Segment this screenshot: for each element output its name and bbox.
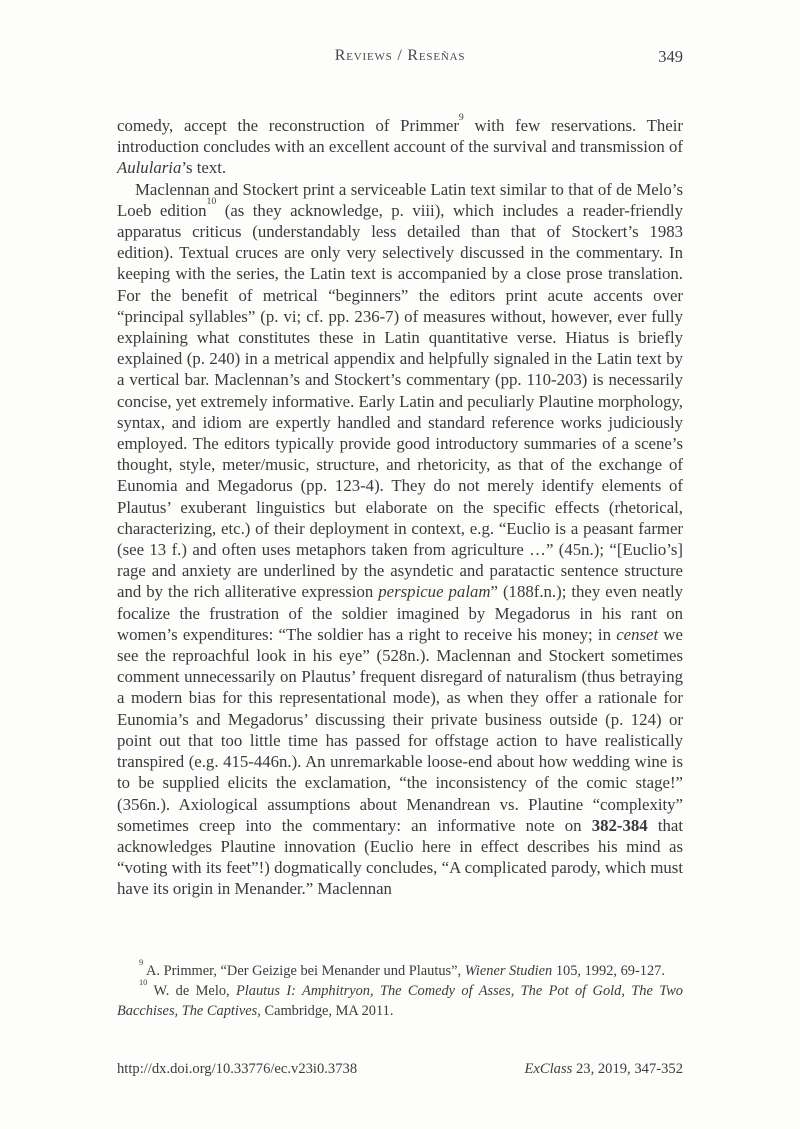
review-body-text — [117, 111, 684, 900]
page-number: 349 — [658, 47, 683, 66]
page-header — [117, 47, 683, 67]
page-footer — [117, 1061, 683, 1078]
running-head: Reviews / Reseñas — [334, 47, 466, 64]
doi-text: http://dx.doi.org/10.33776/ec.v23i0.3738 — [117, 1061, 358, 1077]
footnote-10: $^{10}$ W. de Melo, Plautus I: Amphitryon, The Comedy of Asses, The Pot of Gold, The Two Bacchises, The Captives, Cambridge, MA 2011. — [117, 977, 683, 1019]
footnote-9: $^9$ A. Primmer, “Der Geizige bei Menander und Plautus”, Wiener Studien 105, 1992, 69-127. — [139, 958, 665, 979]
journal-citation: ExClass 23, 2019, 347-352 — [524, 1061, 683, 1077]
paragraph-2: Maclennan and Stockert print a serviceable Latin text similar to that of de Melo’s Loeb edition$^{10}$ (as they acknowledge, p. viii), which includes a reader-friendly apparatus criticus (understandably less detailed than that of Stockert’s 1983 edition). Textual cruces are only very selectively discussed in the commentary. In keeping with the series, the Latin text is accompanied by a close prose translation. For the benefit of metrical “beginners” the editors print acute accents over “principal syllables” (p. vi; cf. pp. 236-7) of measures without, however, ever fully explaining what constitutes these in Latin quantitative verse. Hiatus is briefly explained (p. 240) in a metrical appendix and helpfully signaled in the Latin text by a vertical bar. Maclennan’s and Stockert’s commentary (pp. 110-203) is necessarily concise, yet extremely informative. Early Latin and peculiarly Plautine morphology, syntax, and idiom are expertly handled and standard reference works judiciously employed. The editors typically provide good introductory summaries of a scene’s thought, style, meter/music, structure, and rhetoricity, as that of the exchange of Eunomia and Megadorus (pp. 123-4). They do not merely identify elements of Plautus’ exuberant linguistics but elaborate on the specific effects (rhetorical, characterizing, etc.) of their deployment in context, e.g. “Euclio is a peasant farmer (see 13 f.) and often uses metaphors taken from agriculture …” (45n.); “[Euclio’s] rage and anxiety are underlined by the asyndetic and paratactic sentence structure and by the rich alliterative expression perspicue palam” (188f.n.); they even neatly focalize the frustration of the soldier imagined by Megadorus in his rant on women’s expenditures: “The soldier has a right to receive his money; in censet we see the reproachful look in his eye” (528n.). Maclennan and Stockert sometimes comment unnecessarily on Plautus’ frequent disregard of naturalism (thus betraying a modern bias for this representational mode), as when they offer a rationale for Eunomia’s and Megadorus’ discussing their private business outside (p. 124) or point out that too little time has passed for offstage action to have realistically transpired (e.g. 415-446n.). An unremarkable loose-end about how wedding wine is to be supplied elicits the exclamation, “the inconsistency of the comic stage!” (356n.). Axiological assumptions about Menandrean vs. Plautine “complexity” sometimes creep into the commentary: an informative note on 382-384 that acknowledges Plautine innovation (Euclio here in effect describes his mind as “voting with its feet”!) dogmatically concludes, “A complicated parody, which must have its origin in Menander.” Maclennan — [117, 179, 684, 899]
footnotes — [117, 958, 683, 1021]
paragraph-1: comedy, accept the reconstruction of Primmer$^9$ with few reservations. Their introduction concludes with an excellent account of the survival and transmission of Aulularia’s text. — [117, 111, 683, 178]
